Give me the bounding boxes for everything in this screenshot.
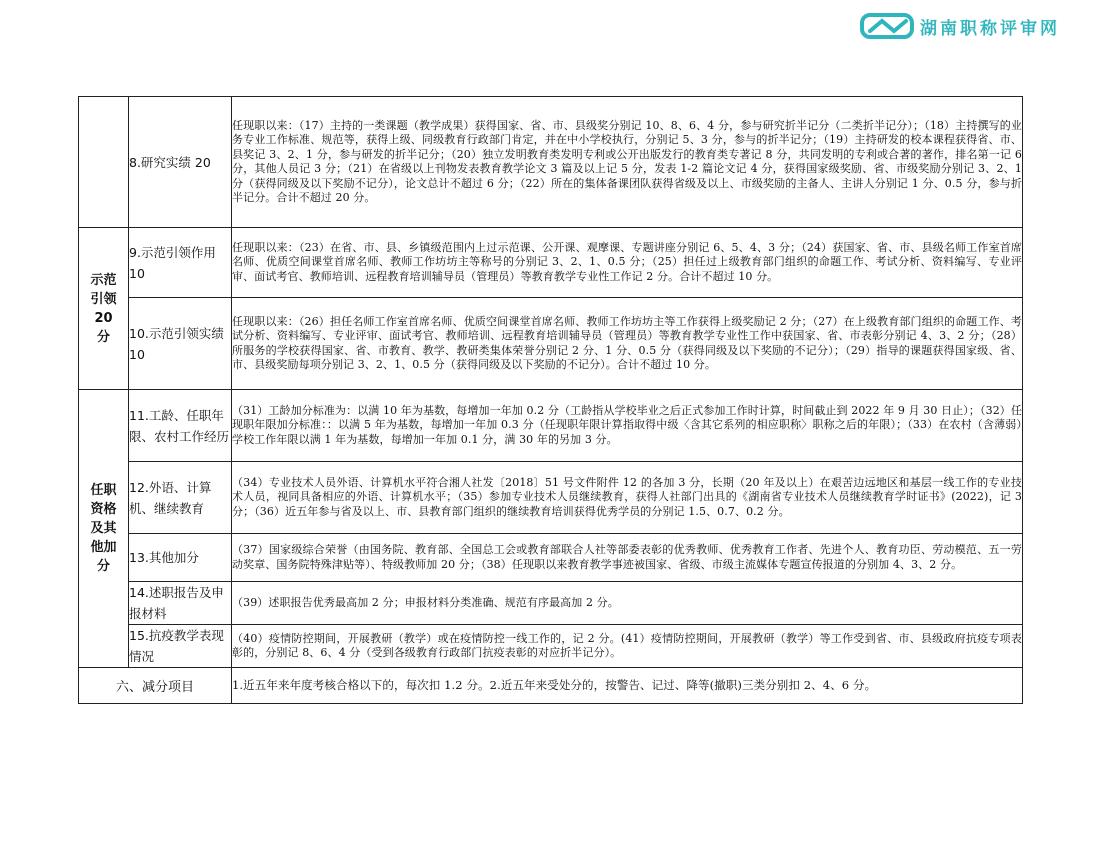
scoring-table: [78, 96, 1023, 704]
subitem-cell: 9.示范引领作用 10: [129, 228, 232, 298]
description-cell: （40）疫情防控期间，开展教研（教学）或在疫情防控一线工作的，记 2 分。(41）疫情防控期间，开展教研（教学）等工作受到省、市、县级政府抗疫专项表彰的，分别记 8、6、4 分（受到各级教育行政部门抗疫表彰的对应折半记分）。: [232, 625, 1023, 668]
category-cell: 示范引领 20 分: [79, 228, 129, 390]
description-cell: （39）述职报告优秀最高加 2 分；申报材料分类准确、规范有序最高加 2 分。: [232, 582, 1023, 625]
subitem-cell: 14.述职报告及申报材料: [129, 582, 232, 625]
table-row: [79, 390, 1023, 462]
deduction-description: 1.近五年来年度考核合格以下的，每次扣 1.2 分。2.近五年来受处分的，按警告、记过、降等(撤职)三类分别扣 2、4、6 分。: [232, 668, 1023, 704]
subitem-cell: 15.抗疫教学表现情况: [129, 625, 232, 668]
table-row: [79, 625, 1023, 668]
table-row: [79, 228, 1023, 298]
subitem-cell: 10.示范引领实绩 10: [129, 298, 232, 390]
site-logo-text: 湖南职称评审网: [920, 18, 1060, 39]
hunan-title-logo-icon: [860, 11, 916, 41]
subitem-cell: 8.研究实绩 20: [129, 97, 232, 228]
table-row: [79, 582, 1023, 625]
subitem-cell: 12.外语、计算机、继续教育: [129, 462, 232, 534]
subitem-cell: 13.其他加分: [129, 534, 232, 582]
table-row: [79, 462, 1023, 534]
category-cell: 任职资格及其他加分: [79, 390, 129, 668]
description-cell: 任现职以来：（26）担任名师工作室首席名师、优质空间课堂首席名师、教师工作坊坊主等工作获得上级奖励记 2 分；（27）在上级教育部门组织的命题工作、考试分析、资料编写、专业评审、面试考官、教师培训、远程教育培训辅导员（管理员）等教育教学专业性工作中获国家、省、市表彰分别记 4、3、2 分；（28）所服务的学校获得国家、省、市教育、教学、教研类集体荣誉分别记 2 分、1 分、0.5 分（获得同级及以下奖励的不记分）；（29）指导的课题获得国家级、省、市、县级奖励每项分别记 3、2、1、0.5 分（获得同级及以下奖励的不记分）。合计不超过 10 分。: [232, 298, 1023, 390]
description-cell: （37）国家级综合荣誉（由国务院、教育部、全国总工会或教育部联合人社等部委表彰的优秀教师、优秀教育工作者、先进个人、教育功臣、劳动模范、五一劳动奖章、国务院特殊津贴等）、特级教师加 20 分；（38）任现职以来教育教学事迹被国家、省级、市级主流媒体专题宣传报道的分别加 4、3、2 分。: [232, 534, 1023, 582]
description-cell: （31）工龄加分标准为：以满 10 年为基数，每增加一年加 0.2 分（工龄指从学校毕业之后正式参加工作时计算，时间截止到 2022 年 9 月 30 日止）；（32）任现职年限加分标准：：以满 5 年为基数，每增加一年加 0.3 分（任现职年限计算指取得中级〈含其它系列的相应职称〉职称之后的年限）；（33）在农村（含薄弱）学校工作年限以满 1 年为基数，每增加一年加 0.1 分，满 30 年的另加 3 分。: [232, 390, 1023, 462]
deduction-title: 六、减分项目: [79, 668, 232, 704]
description-cell: 任现职以来：（23）在省、市、县、乡镇级范围内上过示范课、公开课、观摩课、专题讲座分别记 6、5、4、3 分；（24）获国家、省、市、县级名师工作室首席名师、优质空间课堂首席名师、教师工作坊坊主等称号的分别记 3、2、1、0.5 分；（25）担任过上级教育部门组织的命题工作、考试分析、资料编写、专业评审、面试考官、教师培训、远程教育培训辅导员（管理员）等教育教学专业性工作记 2 分。合计不超过 10 分。: [232, 228, 1023, 298]
site-logo[interactable]: [860, 8, 1090, 44]
table-row: [79, 534, 1023, 582]
deduction-row: [79, 668, 1023, 704]
description-cell: 任现职以来：（17）主持的一类课题（教学成果）获得国家、省、市、县级奖分别记 10、8、6、4 分，参与研究折半记分（二类折半记分）；（18）主持撰写的业务专业工作标准、规范等，获得上级、同级教育行政部门肯定，并在中小学校执行，分别记 5、3 分，参与的折半记分；（19）主持研发的校本课程获得省、市、县奖记 3、2、1 分，参与研发的折半记分；（20）独立发明教育类发明专利或公开出版发行的教育类专著记 8 分，共同发明的专利或合著的著作，排名第一记 6 分，其他人员记 3 分；（21）在省级以上刊物发表教育教学论文 3 篇及以上记 5 分，发表 1-2 篇论文记 4 分，获得国家级奖励、省、市级奖励分别记 3、2、1 分（获得同级及以下奖励不记分），论文总计不超过 6 分；（22）所在的集体备课团队获得省级及以上、市级奖励的主备人、主讲人分别记 1 分、0.5 分，参与折半记分。合计不超过 20 分。: [232, 97, 1023, 228]
table-row: [79, 97, 1023, 228]
table-row: [79, 298, 1023, 390]
subitem-cell: 11.工龄、任职年限、农村工作经历: [129, 390, 232, 462]
description-cell: （34）专业技术人员外语、计算机水平符合湘人社发〔2018〕51 号文件附件 12 的各加 3 分，长期（20 年及以上）在艰苦边远地区和基层一线工作的专业技术人员，视同具备相应的外语、计算机水平；（35）参加专业技术人员继续教育，获得人社部门出具的《湖南省专业技术人员继续教育学时证书》(2022)，记 3 分；（36）近五年参与省及以上、市、县教育部门组织的继续教育培训获得优秀学员的分别记 1.5、0.7、0.2 分。: [232, 462, 1023, 534]
category-cell-continued: [79, 97, 129, 228]
